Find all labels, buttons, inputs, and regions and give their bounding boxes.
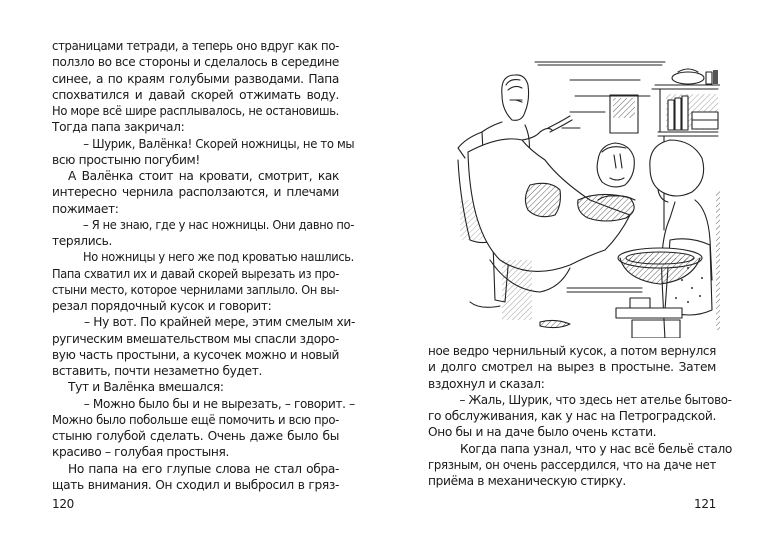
text-line: пожимает:: [52, 201, 119, 216]
text-line: стыню голубой сделать. Очень даже было бы: [52, 429, 339, 443]
text-line: Когда папа узнал, что у нас всё бельё стало: [459, 441, 732, 456]
text-line: Тогда папа закричал:: [52, 120, 185, 135]
page-number-right: 121: [693, 497, 716, 511]
text-line: ное ведро чернильный кусок, а потом вернулся: [428, 344, 716, 358]
text-line: – Ну вот. По крайней мере, этим смелым хи-: [83, 315, 355, 330]
text-line: грязным, он очень рассердился, что на даче нет: [428, 457, 716, 472]
text-line: Оно бы и на даче было очень кстати.: [428, 425, 657, 440]
text-line: Папа схватил их и давай скорей вырезать из про-: [52, 266, 339, 281]
text-line: и долго смотрел на вырез в простыне. Затем: [428, 360, 716, 375]
text-line: вставить, почти незаметно будет.: [52, 364, 263, 378]
text-line: Но море всё шире расплывалось, не остановишь.: [52, 104, 339, 118]
text-line: терялись.: [52, 234, 112, 248]
left-page-text: [52, 38, 355, 493]
text-line: Но папа на его глупые слова не стал обра-: [68, 461, 339, 476]
text-line: Но ножницы у него же под кроватью нашлись.: [82, 250, 354, 265]
text-line: стыни место, которое чернилами заплыло. Он вы-: [52, 282, 339, 297]
text-line: вздохнул и сказал:: [428, 376, 545, 391]
text-line: вую часть простыни, а кусочек можно и новый: [52, 347, 339, 362]
text-line: спохватился и давай скорей отжимать воду.: [52, 87, 339, 102]
text-line: синее, а по краям голубыми разводами. Папа: [52, 71, 339, 86]
text-line: Тут и Валёнка вмешался:: [68, 380, 224, 395]
text-line: – Можно было бы и не вырезать, – говорит. –: [83, 396, 355, 411]
text-line: ползло во все стороны и сделалось в середине: [52, 55, 339, 70]
text-line: – Я не знаю, где у нас ножницы. Они давно по-: [83, 217, 355, 232]
page-number-left: 120: [52, 497, 75, 511]
text-line: резал порядочный кусок и говорит:: [52, 299, 272, 313]
text-line: страницами тетради, а теперь оно вдруг как по-: [52, 39, 339, 53]
text-line: щать внимания. Он сходил и выбросил в гряз-: [52, 477, 339, 492]
text-line: – Жаль, Шурик, что здесь нет ателье бытово-: [459, 392, 732, 407]
right-page: [385, 0, 770, 549]
text-line: го обслуживания, как у нас на Петроградской.: [428, 409, 716, 423]
text-line: приёма в механическую стирку.: [428, 474, 626, 488]
text-line: ругическим вмешательством мы спасли здоро-: [52, 331, 339, 346]
right-page-text: [428, 343, 732, 489]
text-line: всю простыню погубим!: [52, 152, 200, 167]
text-line: Можно было побольше ещё помочить и всю про-: [52, 412, 339, 427]
text-line: красиво – голубая простыня.: [52, 445, 230, 460]
text-line: – Шурик, Валёнка! Скорей ножницы, не то мы: [83, 136, 355, 151]
text-line: А Валёнка стоит на кровати, смотрит, как: [68, 169, 339, 183]
text-line: интересно чернила расползаются, и плечами: [52, 185, 339, 200]
